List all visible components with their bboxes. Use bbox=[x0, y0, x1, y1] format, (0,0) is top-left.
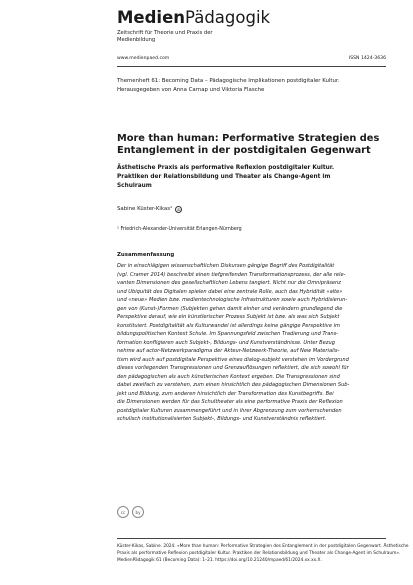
creative-commons-icon[interactable]: cc bbox=[117, 506, 129, 518]
abstract-line: vanten Dimensionen des gesellschaftlichen Lebens tangiert. Nicht nur die Omnipräsenz bbox=[117, 280, 341, 286]
abstract-line: Perspektive darauf, wie ein künstlerischer Prozess Subjekt ist bzw. als was sich Subjekt bbox=[117, 314, 340, 320]
abstract-heading: Zusammenfassung bbox=[117, 252, 175, 258]
journal-issn: ISSN 1424-3636 bbox=[348, 56, 386, 61]
abstract-line: dieses vorliegenden Transgressionen und Grenzauflösungen reflektiert, die sich sowohl für bbox=[117, 365, 349, 371]
footer-divider bbox=[117, 538, 386, 539]
abstract-line: konstituiert. Postdigitalität als Kulturwandel ist allerdings keine gängige Perspektive im bbox=[117, 322, 340, 329]
article-title-line1: More than human: Performative Strategien des bbox=[117, 133, 380, 144]
abstract-line: formation konfligieren auch Subjekt-, Bildungs- und Kunstverständnisse. Unter Bezug bbox=[117, 339, 335, 346]
journal-subtitle-line1: Zeitschrift für Theorie und Praxis der bbox=[117, 30, 213, 36]
attribution-icon[interactable]: by bbox=[132, 506, 144, 518]
abstract-line: jekt und Bildung, zum anderen hinsichtlich der Transformation des Kunstbegriffs. Bei bbox=[117, 390, 334, 397]
abstract-line: und Ubiquität des Digitalen spielen dabei eine zentrale Rolle, auch das Hybridität «alte» bbox=[117, 288, 343, 295]
journal-subtitle-line2: Medienbildung bbox=[117, 37, 156, 43]
article-subtitle-line3: Schulraum bbox=[117, 183, 152, 190]
citation-line: MedienPädagogik 61 (Becoming Data): 1–21. https://doi.org/10.21240/mpaed/61/2024.xx.xx.X. bbox=[117, 558, 322, 563]
abstract-line: schulisch institutionalisierten Subjekt-, Bildungs- und Kunstverständnis reflektiert. bbox=[117, 416, 327, 422]
abstract-line: tism wird auch auf postdigitale Perspektive eines dialog-subjekt verstehen im Vordergrund bbox=[117, 356, 349, 363]
citation-line: Praxis als performative Reflexion postdigitaler Kultur. Praktiken der Relationsbildung und Theater als Change-Agent im Schulraum». bbox=[117, 551, 401, 556]
orcid-icon[interactable]: iD bbox=[176, 208, 181, 212]
author-name: Sabine Küster-Kikas¹ bbox=[117, 206, 173, 212]
logo-bold-part: Medien bbox=[117, 8, 186, 27]
citation-block bbox=[117, 543, 409, 564]
citation-line: Küster-Kikas, Sabine. 2024. «More than human: Performative Strategien des Entanglement in der postdigitalen Gegenwart. Ästhetische bbox=[117, 544, 409, 549]
journal-url[interactable]: www.medienpaed.com bbox=[117, 56, 170, 61]
article-subtitle bbox=[117, 164, 387, 192]
abstract-line: dabei zweifach zu verstehen, zum einen hinsichtlich des pädagogischen Dimensionen Sub- bbox=[117, 382, 350, 388]
article-title-line2: Entanglement in der postdigitalen Gegenwart bbox=[117, 144, 371, 156]
article-subtitle-line1: Ästhetische Praxis als performative Reflexion postdigitaler Kultur. bbox=[117, 165, 335, 171]
theme-issue-line1: Themenheft 61: Becoming Data – Pädagogische Implikationen postdigitaler Kultur. bbox=[117, 78, 340, 84]
author-affiliation: ¹ Friedrich-Alexander-Universität Erlangen-Nürnberg bbox=[117, 227, 242, 232]
abstract-line: gen von (Kunst-)Formen (Subjekten gehen damit einher und verändern grundlegend die bbox=[117, 305, 343, 312]
abstract-line: und «neue» Medien bzw. medientechnologische Infrastrukturen sowie auch Hybridisierun- bbox=[117, 297, 348, 303]
abstract-line: postdigitaler Kulturen zusammengeführt und in ihrer Abgrenzung zum vorherrschenden bbox=[117, 407, 342, 414]
abstract-line: nehme auf actor-Netzwerkparadigma der Akteur-Netzwerk-Theorie, auf New Materialis- bbox=[117, 348, 340, 354]
abstract-line: Der in einschlägigen wissenschaftlichen Diskursen gängige Begriff des Postdigitalität bbox=[117, 263, 335, 269]
article-subtitle-line2: Praktiken der Relationsbildung und Theater als Change-Agent im bbox=[117, 174, 331, 181]
journal-subtitle bbox=[117, 30, 213, 44]
author-line bbox=[117, 206, 182, 213]
abstract-line: den pädagogischen als auch künstlerischen Kontext ergeben. Die Transgressionen sind bbox=[117, 373, 340, 380]
abstract-line: die Dimensionen werden für das Schultheater als eine performative Praxis der Reflexion bbox=[117, 399, 343, 405]
abstract-body bbox=[117, 262, 387, 424]
abstract-line: (vgl. Cramer 2014) beschreibt einen tiefgreifenden Transformationsprozess, der alle rele- bbox=[117, 271, 346, 278]
journal-logo bbox=[117, 8, 270, 28]
theme-issue-info bbox=[117, 77, 387, 94]
header-divider bbox=[117, 66, 386, 67]
theme-issue-line2: Herausgegeben von Anna Carnap und Viktoria Flasche bbox=[117, 86, 265, 93]
abstract-line: bildungspolitischen Kontext Schule. Im Spannungsfeld zwischen Tradierung und Trans- bbox=[117, 331, 339, 337]
logo-light-part: Pädagogik bbox=[185, 8, 271, 27]
article-title bbox=[117, 133, 387, 156]
